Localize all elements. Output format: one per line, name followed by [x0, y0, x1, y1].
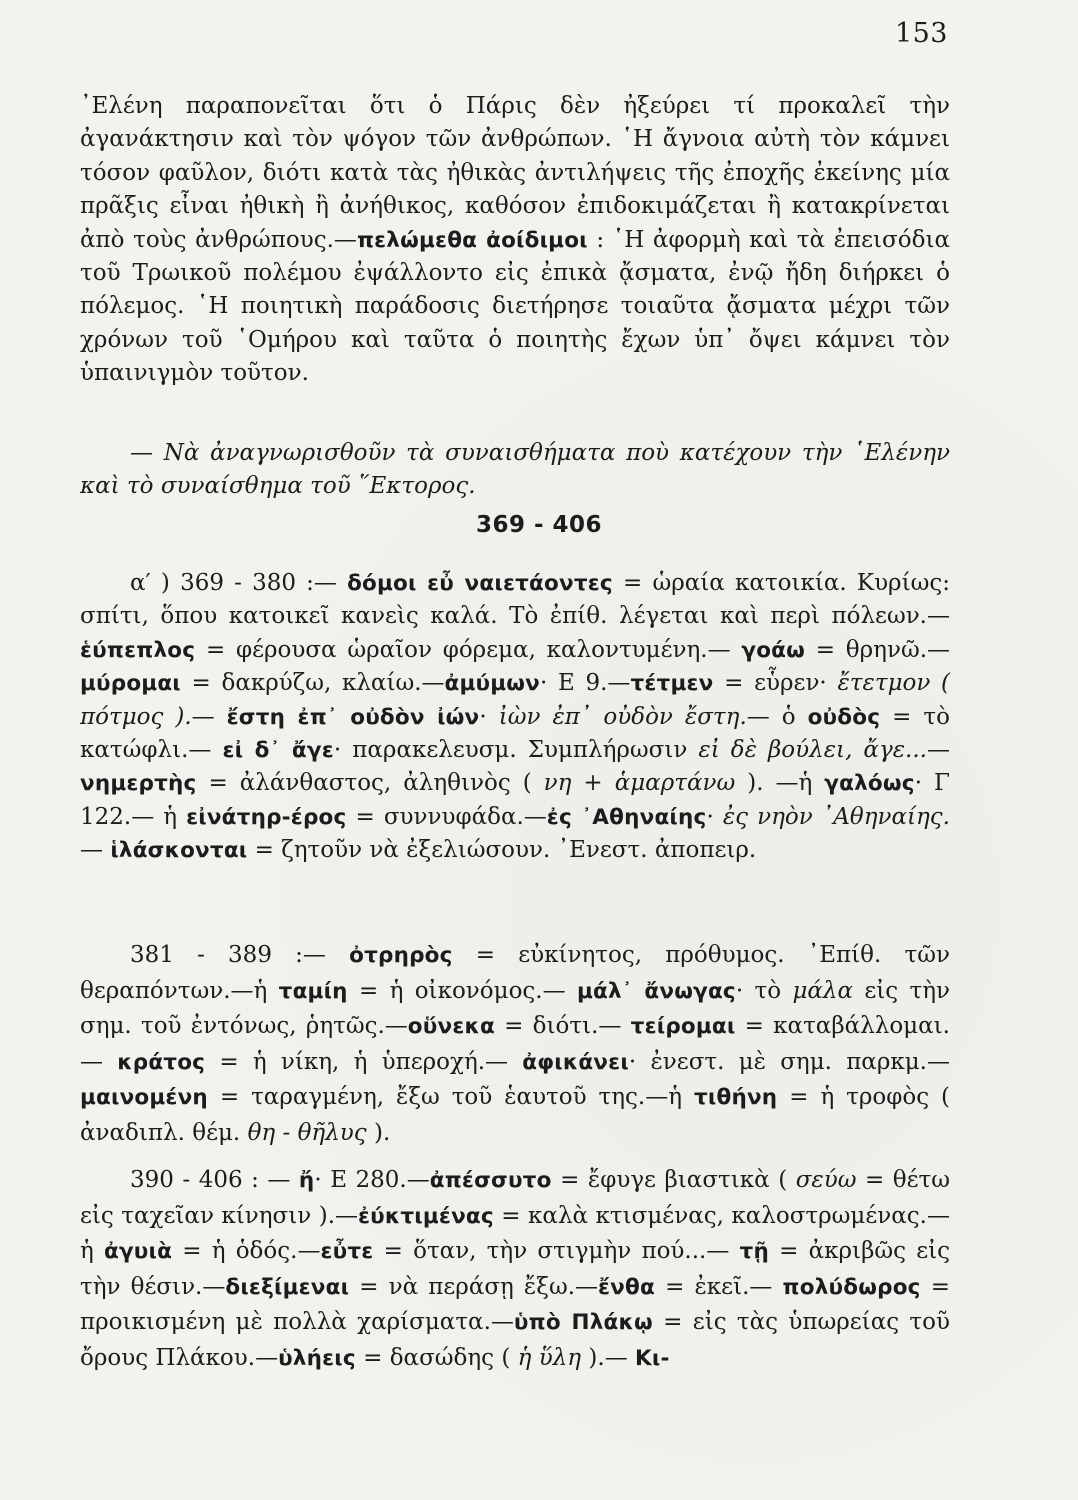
text-run: = δασώδης (: [355, 1344, 518, 1371]
text-run: = συννυφάδα.—: [346, 803, 547, 830]
term-houneka: οὕνεκα: [407, 1014, 495, 1039]
term-ei-d-age: εἰ δ᾽ ἄγε: [222, 738, 334, 764]
text-run: ·: [706, 803, 723, 830]
text-run: ·: [479, 703, 499, 730]
italic-run: ἐς νηὸν ᾽Αθηναίης.: [722, 803, 950, 830]
text-run: = ἀλάνθαστος, ἀληθινὸς (: [196, 770, 544, 797]
text-run: ).: [366, 1119, 391, 1146]
italic-run: ἔτετμον ( πότμος ).: [80, 670, 951, 730]
text-run: ).—: [581, 1344, 635, 1371]
term-ki: Κι-: [635, 1345, 670, 1371]
text-run: ᾽Ελένη παραπονεῖται ὅτι ὁ Πάρις δὲν ἠξεύρει τί προκαλεῖ τὴν ἀγανάκτησιν καὶ τὸν ψόγον τῶν ἀνθρώπων. ῾Η ἄγνοια αὐτὴ τὸν κάμνει τόσον φαῦλον, διότι κατὰ τὰς ἠθικὰς ἀντιλήψεις τῆς ἐποχῆς ἐκείνης μία πρᾶξις εἶναι ἠθικὴ ἢ ἀνήθικος, καθόσον ἐπιδοκιμάζεται ἢ κατακρίνεται ἀπὸ τοὺς ἀνθρώπους.—: [80, 93, 950, 253]
term-e: ἤ: [298, 1168, 315, 1193]
text-run: = διότι.—: [494, 1013, 631, 1039]
term-eute: εὖτε: [320, 1239, 374, 1264]
term-tithene: τιθήνη: [693, 1085, 778, 1110]
text-run: · Γ 122.— ἡ: [80, 770, 950, 830]
term-eupeplos: ἑύπεπλος: [80, 637, 196, 663]
term-otreros: ὀτρηρὸς: [349, 943, 453, 968]
text-run: · ἐνεστ. μὲ σημ. παρκμ.—: [628, 1048, 950, 1075]
text-run: —: [926, 737, 950, 764]
text-run: = θέτω εἰς ταχεῖαν κίνησιν ).—: [80, 1167, 951, 1229]
term-mal-anogas: μάλ᾽ ἄνωγας: [576, 978, 736, 1004]
term-kratos: κράτος: [117, 1049, 206, 1075]
paragraph-helen-commentary: [80, 90, 950, 391]
text-run: ). —ἡ: [735, 770, 825, 797]
text-run: = ἀκριβῶς εἰς τὴν θέσιν.—: [80, 1238, 951, 1300]
text-run: = ἡ νίκη, ἡ ὑπεροχή.—: [205, 1048, 523, 1075]
term-tetmen: τέτμεν: [630, 671, 714, 697]
term-tamie: ταμίη: [278, 978, 348, 1004]
term-galoos: γαλόως: [824, 771, 915, 797]
italic-run: θη - θῆλυς: [247, 1119, 367, 1146]
italic-run: ἡ ὕλη: [517, 1344, 582, 1371]
text-run: = τὸ κατώφλι.—: [80, 703, 950, 764]
text-run: = ἡ οἰκονόμος.—: [347, 977, 577, 1004]
term-entha: ἔνθα: [598, 1274, 655, 1300]
text-run: · Ε 280.—: [314, 1167, 430, 1193]
text-run: = ὅταν, τὴν στιγμὴν πού...—: [373, 1238, 740, 1264]
text-run: = ὡραία κατοικία. Κυρίως: σπίτι, ὅπου κατοικεῖ κανεὶς καλά. Τὸ ἐπίθ. λέγεται καὶ περὶ πόλεων.—: [80, 570, 950, 630]
term-hyleeis: ὑλήεις: [278, 1345, 356, 1371]
text-run: = ἡ ὁδός.—: [172, 1238, 321, 1264]
term-goao: γοάω: [741, 637, 806, 663]
paragraph-exercise: [80, 437, 950, 504]
text-run: = καλὰ κτισμένας, καλοστρωμένας.—ἡ: [80, 1202, 950, 1264]
text-run: = ζητοῦν νὰ ἐξελιώσουν. ᾽Ενεστ. ἀποπειρ.: [247, 837, 757, 864]
term-mainomene: μαινομένη: [80, 1085, 208, 1110]
text-run: 381 - 389 :—: [130, 942, 350, 968]
text-run: = νὰ περάσῃ ἔξω.—: [349, 1273, 599, 1300]
text-run: +: [571, 770, 615, 797]
text-run: —: [191, 703, 227, 730]
text-run: · τὸ: [735, 977, 793, 1004]
term-hilaskontai: ἱλάσκονται: [110, 838, 248, 864]
term-hypo-plako: ὑπὸ Πλάκῳ: [513, 1310, 653, 1335]
text-run: = θρηνῶ.—: [805, 636, 951, 663]
text-run: = προικισμένη μὲ πολλὰ χαρίσματα.—: [80, 1273, 951, 1335]
term-nemertes: νημερτὴς: [80, 771, 197, 797]
italic-run: εἰ δὲ βούλει, ἄγε...: [698, 737, 927, 764]
text-run: : ῾Η ἀφορμὴ καὶ τὰ ἐπεισόδια τοῦ Τρωικοῦ πολέμου ἐψάλλοντο εἰς ἐπικὰ ᾄσματα, ἐνῷ ἤδη διήρκει ὁ πόλεμος. ῾Η ποιητικὴ παράδοσις διετήρησε τοιαῦτα ᾄσματα μέχρι τῶν χρόνων τοῦ ῾Ομήρου καὶ ταῦτα ὁ ποιητὴς ἔχων ὑπ᾽ ὄψει κάμνει τὸν ὑπαινιγμὸν τοῦτον.: [80, 226, 950, 387]
text-run: = εἰς τὰς ὑπωρείας τοῦ ὄρους Πλάκου.—: [80, 1309, 950, 1371]
term-euktimenas: ἐύκτιμένας: [358, 1203, 494, 1229]
term-aphikanei: ἀφικάνει: [522, 1049, 629, 1075]
text-run: = ἐκεῖ.—: [654, 1273, 783, 1300]
text-run: = εὐκίνητος, πρόθυμος. ᾽Επίθ. τῶν θεραπόντων.—ἡ: [80, 942, 950, 1004]
term-aguia: ἀγυιὰ: [103, 1239, 173, 1264]
section-heading: 369 - 406: [475, 512, 603, 538]
text-run: —: [80, 837, 111, 864]
term-te: τῇ: [739, 1239, 769, 1264]
paragraph-verses-381-389: [80, 938, 950, 1150]
text-run: — ὁ: [746, 703, 808, 730]
term-apessyto: ἀπέσσυτο: [429, 1168, 552, 1193]
term-es-athenaies: ἐς ᾽Αθηναίης: [546, 804, 707, 830]
text-run: = φέρουσα ὡραῖον φόρεμα, καλοντυμένη.—: [195, 636, 742, 663]
term-oudos: οὐδὸς: [807, 704, 881, 730]
text-run: = ἡ τροφὸς ( ἀναδιπλ. θέμ.: [80, 1084, 950, 1146]
text-run: εἰς τὴν σημ. τοῦ ἐντόνως, ῥητῶς.—: [80, 977, 950, 1039]
text-run: α′ ) 369 - 380 :—: [130, 570, 348, 596]
term-pelometha: πελώμεθα ἀοίδιμοι: [356, 227, 588, 253]
italic-run: ἰὼν ἐπ᾽ οὐδὸν ἔστη.: [498, 703, 747, 730]
paragraph-verses-369-380: [80, 567, 950, 868]
italic-run: μάλα: [792, 977, 854, 1004]
italic-run: νη: [543, 770, 572, 797]
term-este: ἔστη ἐπ᾽ οὐδὸν ἰών: [226, 704, 480, 730]
term-einater: εἰνάτηρ-έρος: [186, 804, 347, 830]
term-myromai: μύρομαι: [80, 671, 181, 697]
text-run: = εὗρεν·: [713, 670, 838, 697]
paragraph-verses-390-406: [80, 1163, 950, 1376]
italic-run: σεύω: [795, 1167, 857, 1193]
text-run: = ἔφυγε βιαστικὰ (: [551, 1167, 796, 1193]
exercise-text: — Νὰ ἀναγνωρισθοῦν τὰ συναισθήματα ποὺ κατέχουν τὴν ῾Ελένην καὶ τὸ συναίσθημα τοῦ ῞Εκτορος.: [80, 440, 950, 500]
text-run: 390 - 406 : —: [130, 1167, 299, 1193]
term-teiromai: τείρομαι: [630, 1014, 736, 1039]
term-domoi: δόμοι εὖ ναιετάοντες: [347, 571, 613, 596]
text-run: · παρακελευσμ. Συμπλήρωσιν: [333, 737, 699, 764]
italic-run: ἁμαρτάνω: [614, 770, 736, 797]
text-run: · Ε 9.—: [540, 670, 631, 697]
text-run: = δακρύζω, κλαίω.—: [180, 670, 445, 697]
text-run: = ταραγμένη, ἔξω τοῦ ἑαυτοῦ της.—ἡ: [207, 1084, 694, 1110]
term-diexime: διεξίμεναι: [225, 1274, 350, 1300]
page-number: 153: [894, 18, 948, 49]
text-run: = καταβάλλομαι.—: [80, 1013, 950, 1075]
term-amymon: ἀμύμων: [444, 671, 541, 697]
term-polydoros: πολύδωρος: [782, 1274, 921, 1300]
